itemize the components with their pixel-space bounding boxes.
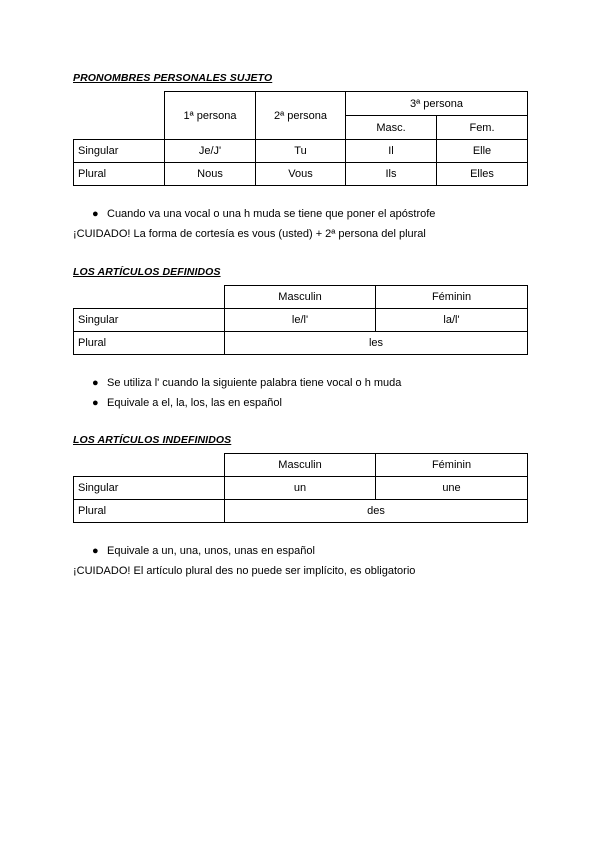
cell-singular-p2: Tu [256,140,346,163]
warning-note: ¡CUIDADO! El artículo plural des no puede ser implícito, es obligatorio [73,565,416,577]
row-label-singular: Singular [74,140,165,163]
header-masc: Masc. [346,116,437,140]
bullet-item [92,208,435,220]
cell-singular-fem: une [376,477,528,500]
cell-plural-masc: Ils [346,163,437,186]
section2-title: LOS ARTÍCULOS DEFINIDOS [73,266,221,278]
cell-singular-fem: Elle [437,140,528,163]
header-feminin: Féminin [376,286,528,309]
blank-corner-cell [74,92,165,140]
bullet-text: Se utiliza l' cuando la siguiente palabra tiene vocal o h muda [107,377,402,389]
bullet-dot-icon: ● [92,397,99,409]
header-2nd-person: 2ª persona [256,92,346,140]
header-3rd-person: 3ª persona [346,92,528,116]
row-label-singular: Singular [74,477,225,500]
blank-corner-cell [74,454,225,477]
cell-singular-fem: la/l' [376,309,528,332]
warning-note: ¡CUIDADO! La forma de cortesía es vous (usted) + 2ª persona del plural [73,228,426,240]
cell-plural-both: les [225,332,528,355]
cell-singular-masc: un [225,477,376,500]
row-label-plural: Plural [74,332,225,355]
cell-singular-masc: le/l' [225,309,376,332]
header-masculin: Masculin [225,454,376,477]
section3-title: LOS ARTÍCULOS INDEFINIDOS [73,434,232,446]
pronouns-table [73,91,528,186]
cell-plural-both: des [225,500,528,523]
row-label-plural: Plural [74,500,225,523]
bullet-item [92,377,401,389]
cell-singular-masc: Il [346,140,437,163]
row-label-plural: Plural [74,163,165,186]
section1-title: PRONOMBRES PERSONALES SUJETO [73,72,273,84]
blank-corner-cell [74,286,225,309]
header-feminin: Féminin [376,454,528,477]
indefinite-articles-table [73,453,528,523]
bullet-dot-icon: ● [92,377,99,389]
cell-singular-p1: Je/J' [165,140,256,163]
header-fem: Fem. [437,116,528,140]
bullet-dot-icon: ● [92,545,99,557]
cell-plural-fem: Elles [437,163,528,186]
bullet-text: Cuando va una vocal o una h muda se tiene que poner el apóstrofe [107,208,436,220]
bullet-dot-icon: ● [92,208,99,220]
bullet-item [92,545,315,557]
row-label-singular: Singular [74,309,225,332]
cell-plural-p1: Nous [165,163,256,186]
cell-plural-p2: Vous [256,163,346,186]
bullet-text: Equivale a un, una, unos, unas en español [107,545,315,557]
header-masculin: Masculin [225,286,376,309]
header-1st-person: 1ª persona [165,92,256,140]
bullet-text: Equivale a el, la, los, las en español [107,397,282,409]
bullet-item [92,397,282,409]
definite-articles-table [73,285,528,355]
